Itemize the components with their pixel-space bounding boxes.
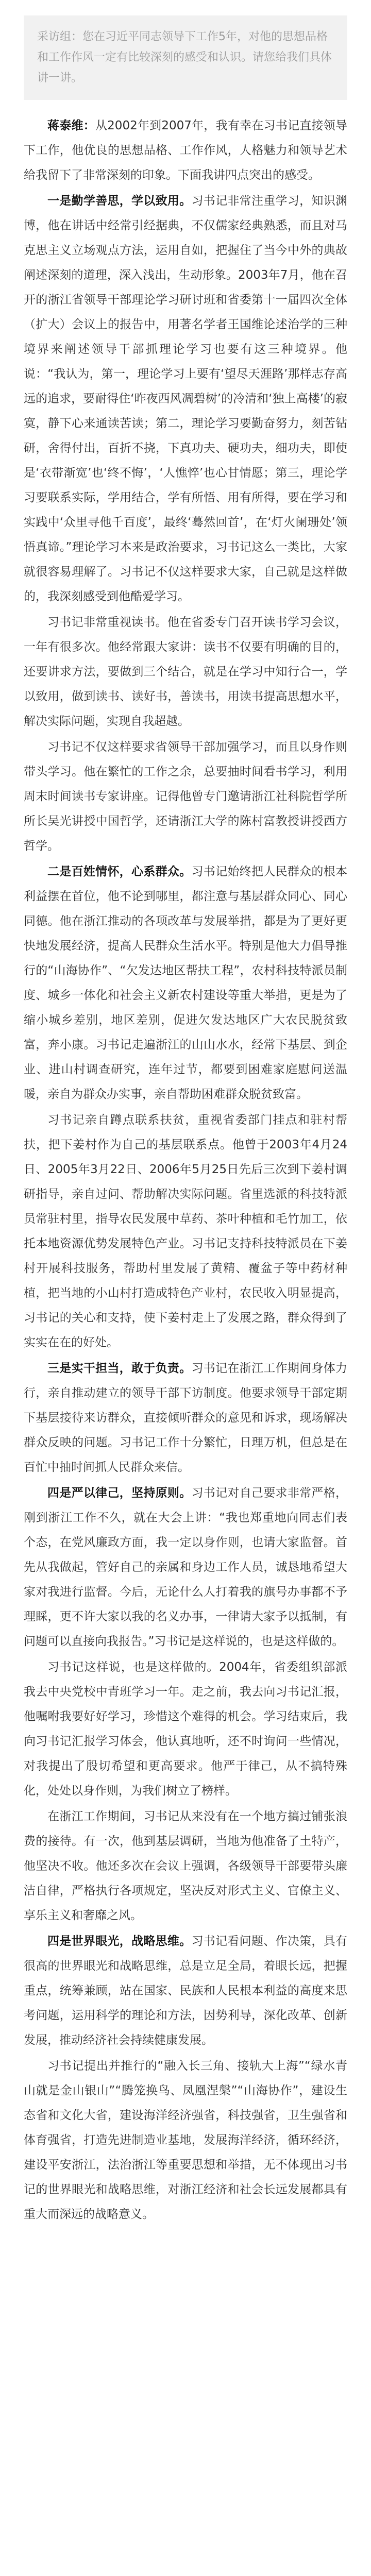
paragraph-text: 习书记对自己要求非常严格，刚到浙江工作不久，就在大会上讲：“我也郑重地向同志们表个态，在党风廉政方面，我一定以身作则，也请大家监督。首先从我做起，管好自己的亲属和身边工作人员，诚恳地希望大家对我进行监督。今后，无论什么人打着我的旗号办事都不予理睬，更不许大家以我的名义办事，一律请大家予以抵制，有问题可以直接向我报告。”习书记是这样说的，也是这样做的。 <box>24 1486 348 1648</box>
paragraph-text: 习书记非常重视读书。他在省委专门召开读书学习会议，一年有很多次。他经常跟大家讲：读书不仅要有明确的目的，还要讲求方法，要做到三个结合，就是在学习中知行合一，学以致用，做到读书、读好书，善读书，用读书提高思想水平，解决实际问题，实现自我超越。 <box>24 616 347 728</box>
paragraph-text: 习书记提出并推行的“融入长三角、接轨大上海”“绿水青山就是金山银山”“腾笼换鸟、凤凰涅槃”“山海协作”，建设生态省和文化大省，建设海洋经济强省，科技强省，卫生强省和体育强省，打造先进制造业基地，发展海洋经济，循环经济，建设平安浙江，法治浙江等重要思想和举措，无不体现出习书记的世界眼光和战略思维，对浙江经济和社会长远发展都具有重大而深远的战略意义。 <box>24 2059 347 2221</box>
paragraph-text: 习书记这样说，也是这样做的。2004年，省委组织部派我去中央党校中青班学习一年。走之前，我去向习书记汇报，他嘱咐我要好好学习，珍惜这个难得的机会。学习结束后，我向习书记汇报学习体会，他认真地听，还不时询问一些情况，对我提出了殷切希望和更高要求。他严于律己，从不搞特殊化，处处以身作则，为我们树立了榜样。 <box>24 1660 347 1798</box>
answer-paragraph <box>24 610 347 734</box>
article-page <box>0 15 371 2259</box>
answer-paragraph <box>24 2054 347 2227</box>
paragraph-text: 习书记不仅这样要求省领导干部加强学习，而且以身作则带头学习。他在繁忙的工作之余，总要抽时间看书学习，利用周末时间读书专家讲座。记得他曾专门邀请浙江社科院哲学所所长吴光讲授中国哲学，还请浙江大学的陈村富教授讲授西方哲学。 <box>24 740 347 853</box>
answer-paragraph <box>24 1655 347 1803</box>
paragraph-lead: 三是实干担当，敢于负责。 <box>47 1362 192 1375</box>
question-label: 采访组： <box>37 30 83 43</box>
speaker-name: 蒋泰维： <box>47 119 95 132</box>
answer-paragraph <box>24 189 347 609</box>
answer-paragraph <box>24 1804 347 1928</box>
answer-paragraph <box>24 1481 347 1654</box>
answer-paragraph <box>24 1108 347 1355</box>
paragraph-lead: 四是严以律己，坚持原则。 <box>47 1486 192 1500</box>
question-text: 您在习近平同志领导下工作5年，对他的思想品格和工作作风一定有比较深刻的感受和认识。请您给我们具体讲一讲。 <box>37 30 332 84</box>
paragraph-text: 习书记亲自蹲点联系扶贫，重视省委部门挂点和驻村帮扶，把下姜村作为自己的基层联系点。他曾于2003年4月24日、2005年3月22日、2006年5月25日先后三次到下姜村调研指导，亲自过问、帮助解决实际问题。省里选派的科技特派员常驻村里，指导农民发展中草药、茶叶种植和毛竹加工，依托本地资源优势发展特色产业。习书记支持科技特派员在下姜村开展科技服务，帮助村里发展了黄精、覆盆子等中药材种植，把当地的小山村打造成特色产业村，农民收入明显提高，习书记的关心和支持，使下姜村走上了发展之路，群众得到了实实在在的好处。 <box>24 1113 347 1349</box>
paragraph-lead: 二是百姓情怀，心系群众。 <box>47 865 192 878</box>
paragraph-lead: 一是勤学善思，学以致用。 <box>47 194 192 208</box>
paragraph-text: 习书记始终把人民群众的根本利益摆在首位，他不论到哪里，都注意与基层群众同心、同心同德。他在浙江推动的各项改革与发展举措，都是为了更好更快地发展经济，提高人民群众生活水平。特别是他大力倡导推行的“山海协作”、“欠发达地区帮扶工程”，农村科技特派员制度、城乡一体化和社会主义新农村建设等重大举措，更是为了缩小城乡差别，地区差别，促进欠发达地区广大农民脱贫致富，奔小康。习书记走遍浙江的山山水水，经常下基层、到企业、进山村调查研究，连年过节，都要到困难家庭慰问送温暖，亲自为群众办实事，亲自帮助困难群众脱贫致富。 <box>24 865 348 1101</box>
paragraph-text: 习书记在浙江工作期间身体力行，亲自推动建立的领导干部下访制度。他要求领导干部定期下基层接待来访群众，直接倾听群众的意见和诉求，现场解决群众反映的问题。习书记工作十分繁忙，日理万机，但总是在百忙中抽时间抓人民群众来信。 <box>24 1362 348 1474</box>
paragraph-text: 从2002年到2007年，我有幸在习书记直接领导下工作，他优良的思想品格、工作作风，人格魅力和领导艺术给我留下了非常深刻的印象。下面我讲四点突出的感受。 <box>24 119 347 182</box>
answer-paragraph <box>24 1929 347 2053</box>
answer-paragraph <box>24 859 347 1107</box>
answer-paragraph <box>24 113 347 188</box>
answer-paragraph <box>24 735 347 858</box>
paragraph-text: 在浙江工作期间，习书记从来没有在一个地方搞过铺张浪费的接待。有一次，他到基层调研，当地为他准备了土特产，他坚决不收。他还多次在会议上强调，各级领导干部要带头廉洁自律，严格执行各项规定，坚决反对形式主义、官僚主义、享乐主义和奢靡之风。 <box>24 1810 347 1922</box>
paragraph-lead: 四是世界眼光，战略思维。 <box>47 1935 192 1948</box>
paragraph-text: 习书记非常注重学习，知识渊博，他在讲话中经常引经据典，不仅儒家经典熟悉，而且对马克思主义立场观点方法，运用自如，把握住了当今中外的典故阐述深刻的道理，深入浅出，生动形象。2003年7月，他在召开的浙江省领导干部理论学习研讨班和省委第十一届四次全体（扩大）会议上的报告中，用著名学者王国维论述治学的三种境界来阐述领导干部抓理论学习也要有这三种境界。他说：“我认为，第一，理论学习上要有‘望尽天涯路’那样志存高远的追求，要耐得住‘昨夜西风凋碧树’的冷清和‘独上高楼’的寂寞，静下心来通读苦读；第二，理论学习要勤奋努力，刻苦钻研，舍得付出，百折不挠，下真功夫、硬功夫，细功夫，即使是‘衣带渐宽’也‘终不悔’，‘人憔悴’也心甘情愿；第三，理论学习要联系实际，学用结合，学有所悟、用有所得，要在学习和实践中‘众里寻他千百度’，最终‘蓦然回首’，在‘灯火阑珊处’领悟真谛。”理论学习本来是政治要求，习书记这么一类比，大家就很容易理解了。习书记不仅这样要求大家，自己就是这样做的，我深刻感受到他酷爱学习。 <box>24 194 348 603</box>
question-box <box>24 15 347 100</box>
paragraph-text: 习书记看问题、作决策，具有很高的世界眼光和战略思维，总是立足全局，着眼长远，把握重点，统筹兼顾，站在国家、民族和人民根本利益的高度来思考问题，运用科学的理论和方法，因势利导，深化改革、创新发展，推动经济社会持续健康发展。 <box>24 1935 348 2047</box>
answer-paragraph <box>24 1356 347 1480</box>
answer-body <box>24 113 347 2227</box>
